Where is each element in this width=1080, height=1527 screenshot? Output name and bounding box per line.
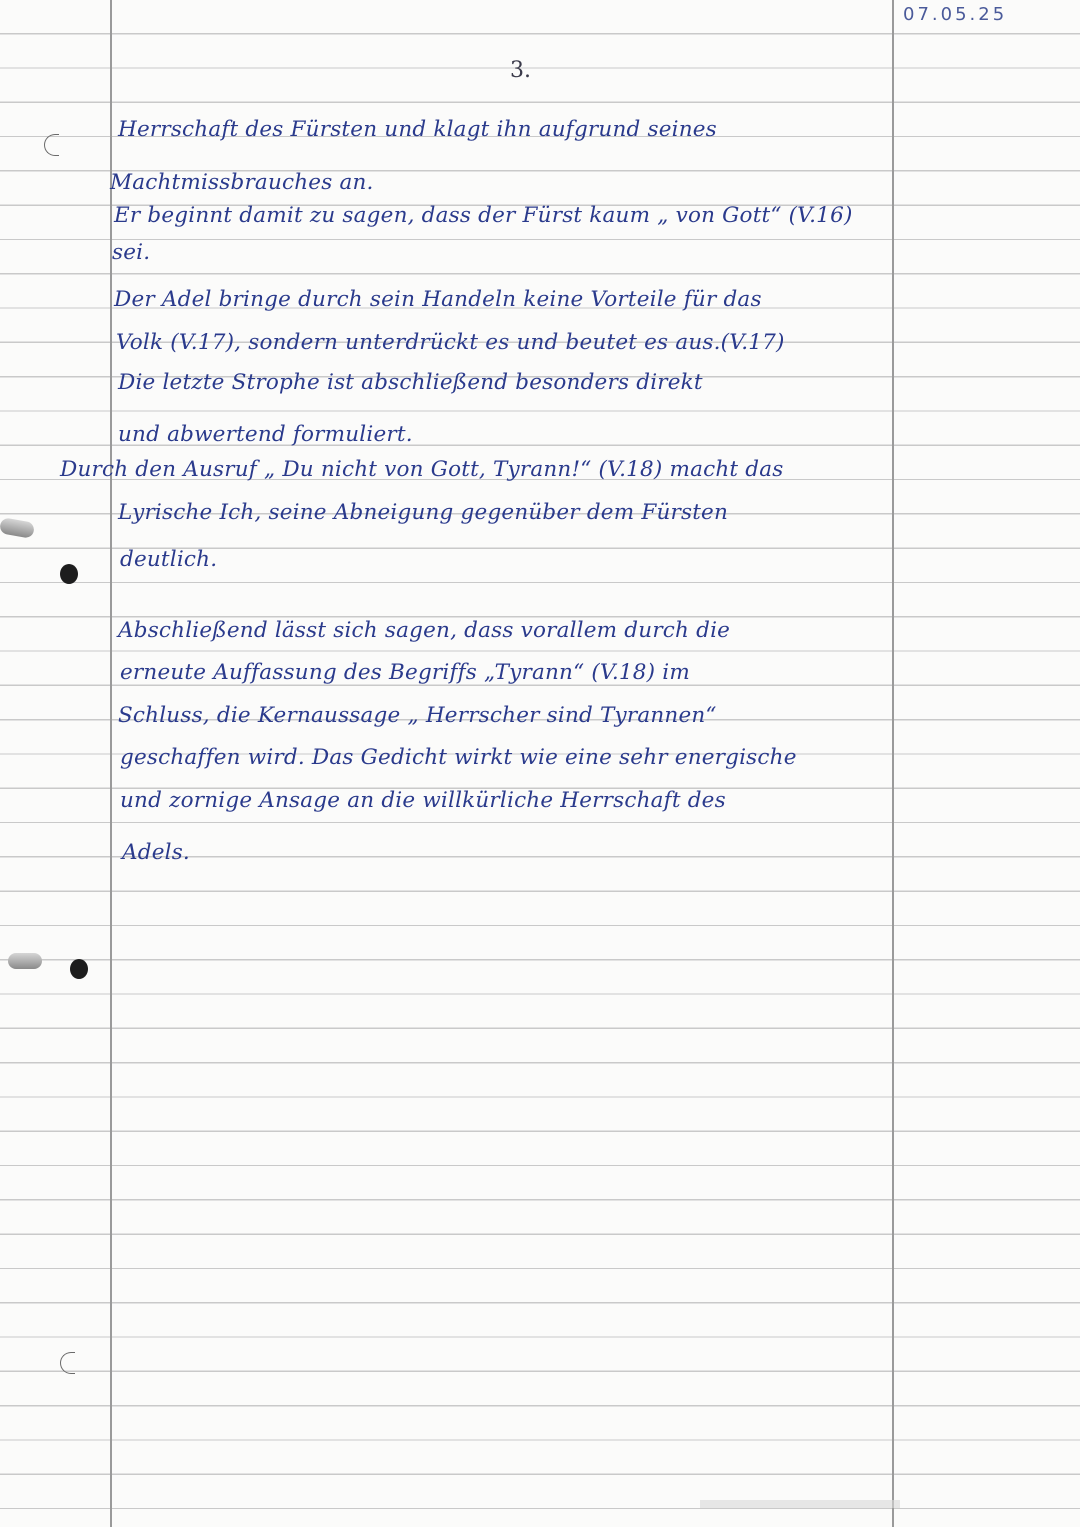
text-line: Herrschaft des Fürsten und klagt ihn aufgrund seines [118, 117, 717, 142]
text-line: Volk (V.17), sondern unterdrückt es und beutet es aus.(V.17) [116, 330, 785, 355]
text-line: Adels. [122, 840, 190, 865]
text-line: Schluss, die Kernaussage „ Herrscher sind Tyrannen“ [118, 703, 717, 728]
text-line: und abwertend formuliert. [118, 422, 413, 447]
text-line: Lyrische Ich, seine Abneigung gegenüber dem Fürsten [118, 500, 729, 525]
page-smudge [700, 1500, 900, 1508]
text-line: geschaffen wird. Das Gedicht wirkt wie eine sehr energische [120, 745, 797, 770]
text-line: Machtmissbrauches an. [110, 170, 374, 195]
text-line: Er beginnt damit zu sagen, dass der Fürst kaum „ von Gott“ (V.16) [114, 203, 853, 228]
date-label: 07.05.25 [903, 4, 1008, 25]
punch-hole-mark [60, 1352, 75, 1374]
text-line: Die letzte Strophe ist abschließend besonders direkt [118, 370, 703, 395]
text-line: deutlich. [120, 547, 218, 572]
text-line: und zornige Ansage an die willkürliche Herrschaft des [120, 788, 726, 813]
text-line: sei. [112, 240, 151, 265]
text-line: erneute Auffassung des Begriffs „Tyrann“ (V.18) im [120, 660, 690, 685]
left-margin-line [110, 0, 112, 1527]
text-line: Abschließend lässt sich sagen, dass vorallem durch die [118, 618, 731, 643]
right-margin-line [892, 0, 894, 1527]
text-line: Der Adel bringe durch sein Handeln keine Vorteile für das [114, 287, 762, 312]
page-number: 3. [510, 58, 531, 83]
text-line: Durch den Ausruf „ Du nicht von Gott, Tyrann!“ (V.18) macht das [60, 457, 784, 482]
punch-hole-mark [44, 134, 59, 156]
